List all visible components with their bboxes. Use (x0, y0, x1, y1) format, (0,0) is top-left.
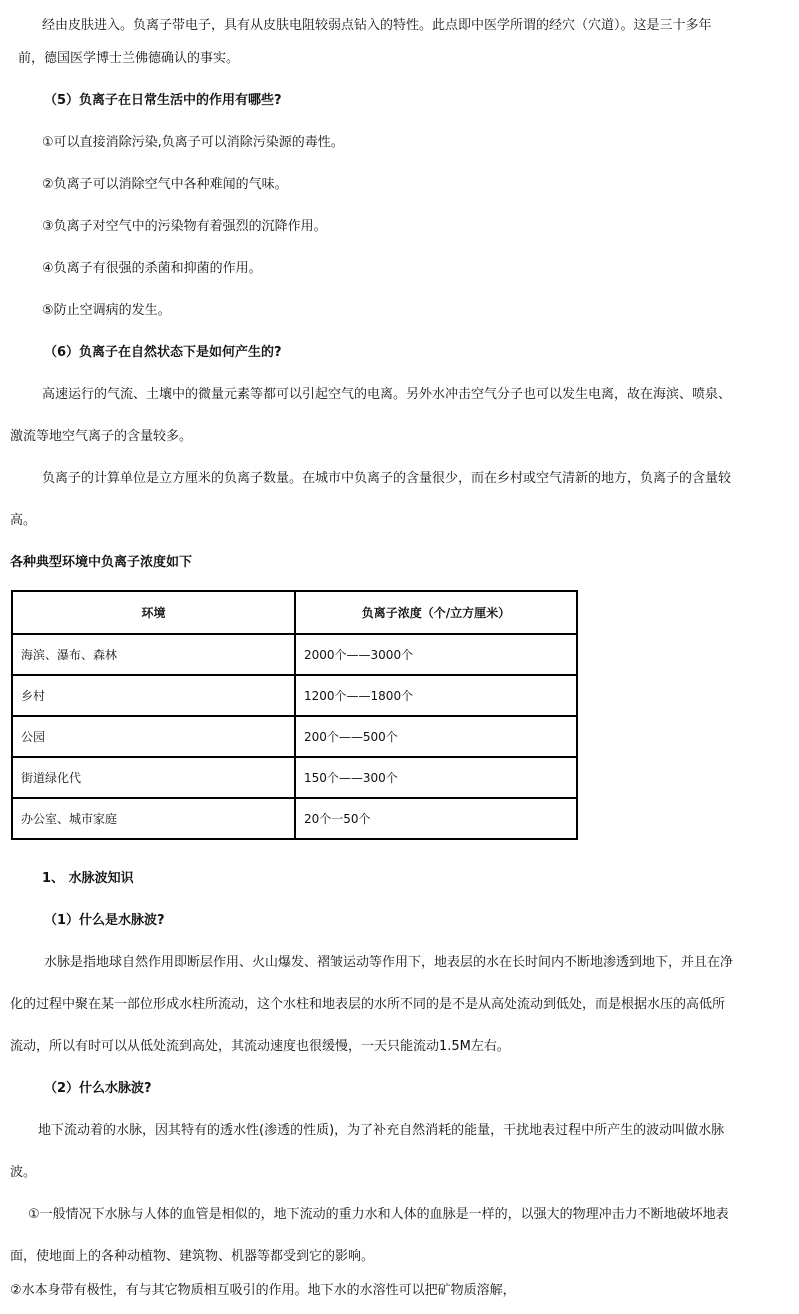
table-row (12, 716, 577, 757)
cell-environment: 办公室、城市家庭 (12, 798, 295, 839)
paragraph-line: 经由皮肤进入。负离子带电子，具有从皮肤电阻较弱点钻入的特性。此点即中医学所谓的经穴（穴道）。这是三十多年 (42, 18, 712, 33)
paragraph-line: 地下流动着的水脉，因其特有的透水性(渗透的性质)，为了补充自然消耗的能量，干扰地表过程中所产生的波动叫做水脉 (38, 1123, 725, 1138)
list-item: ③负离子对空气中的污染物有着强烈的沉降作用。 (42, 219, 327, 234)
paragraph-line: 化的过程中聚在某一部位形成水柱所流动，这个水柱和地表层的水所不同的是不是从高处流动到低处，而是根据水压的高低所 (10, 997, 726, 1012)
table-title: 各种典型环境中负离子浓度如下 (10, 555, 193, 570)
paragraph-line: 流动，所以有时可以从低处流到高处，其流动速度也很缓慢，一天只能流动1.5M左右。 (10, 1039, 510, 1054)
table-row (12, 798, 577, 839)
table-header-row (12, 591, 577, 634)
paragraph-line: 前，德国医学博士兰佛德确认的事实。 (18, 51, 240, 66)
paragraph-line: ②水本身带有极性，有与其它物质相互吸引的作用。地下水的水溶性可以把矿物质溶解， (10, 1283, 516, 1298)
cell-environment: 公园 (12, 716, 295, 757)
subsection-heading: （2）什么水脉波? (44, 1081, 152, 1096)
paragraph-line: 面，使地面上的各种动植物、建筑物、机器等都受到它的影响。 (10, 1249, 375, 1264)
cell-concentration: 2000个——3000个 (295, 634, 577, 675)
section-heading: （5）负离子在日常生活中的作用有哪些? (44, 93, 282, 108)
paragraph-line: ①一般情况下水脉与人体的血管是相似的，地下流动的重力水和人体的血脉是一样的，以强大的物理冲击力不断地破坏地表 (28, 1207, 729, 1222)
table-row (12, 634, 577, 675)
cell-concentration: 200个——500个 (295, 716, 577, 757)
cell-environment: 乡村 (12, 675, 295, 716)
cell-environment: 海滨、瀑布、森林 (12, 634, 295, 675)
cell-environment: 街道绿化代 (12, 757, 295, 798)
list-item: ①可以直接消除污染,负离子可以消除污染源的毒性。 (42, 135, 344, 150)
paragraph-line: 高速运行的气流、土壤中的微量元素等都可以引起空气的电离。另外水冲击空气分子也可以发生电离，故在海滨、喷泉、 (42, 387, 732, 402)
paragraph-line: 水脉是指地球自然作用即断层作用、火山爆发、褶皱运动等作用下，地表层的水在长时间内不断地渗透到地下，并且在净 (44, 955, 734, 970)
cell-concentration: 150个——300个 (295, 757, 577, 798)
section-heading: （6）负离子在自然状态下是如何产生的? (44, 345, 282, 360)
paragraph-line: 负离子的计算单位是立方厘米的负离子数量。在城市中负离子的含量很少，而在乡村或空气清新的地方，负离子的含量较 (42, 471, 732, 486)
table-row (12, 757, 577, 798)
subsection-heading: （1）什么是水脉波? (44, 913, 165, 928)
header-concentration: 负离子浓度（个/立方厘米） (295, 591, 577, 634)
ion-concentration-table (11, 590, 578, 840)
section-heading: 1、 水脉波知识 (42, 871, 134, 886)
table-row (12, 675, 577, 716)
paragraph-line: 高。 (10, 513, 37, 528)
header-environment: 环境 (12, 591, 295, 634)
cell-concentration: 20个一50个 (295, 798, 577, 839)
list-item: ④负离子有很强的杀菌和抑菌的作用。 (42, 261, 262, 276)
cell-concentration: 1200个——1800个 (295, 675, 577, 716)
list-item: ⑤防止空调病的发生。 (42, 303, 171, 318)
paragraph-line: 激流等地空气离子的含量较多。 (10, 429, 193, 444)
paragraph-line: 波。 (10, 1165, 37, 1180)
list-item: ②负离子可以消除空气中各种难闻的气味。 (42, 177, 288, 192)
